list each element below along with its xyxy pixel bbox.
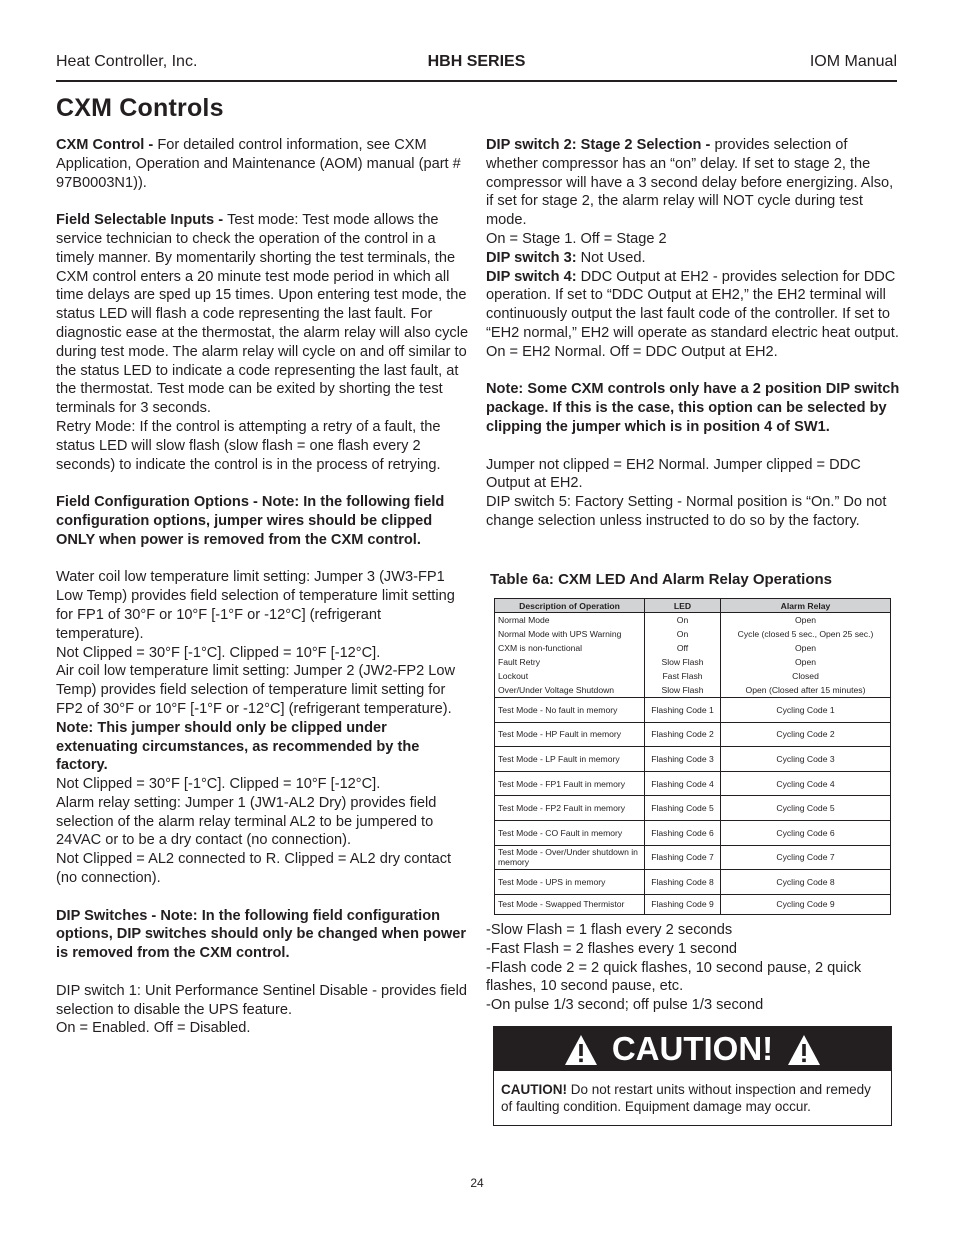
table-cell: Flashing Code 6 xyxy=(645,820,721,845)
dip2-text: provides selection of whether compressor has an “on” delay. If set to stage 2, the compressor will have a 3 second delay before energizing. Also, if set for stage 2, the alarm relay will NOT cycle during test mode. xyxy=(486,137,894,229)
dip2-label: DIP switch 2: Stage 2 Selection - xyxy=(486,137,715,153)
dip2-paragraph xyxy=(486,136,900,230)
table-row xyxy=(495,683,891,698)
table-cell: Off xyxy=(645,641,721,655)
right-column xyxy=(486,136,900,531)
dip4-label: DIP switch 4: xyxy=(486,268,581,285)
table-row xyxy=(495,820,891,845)
table-row xyxy=(495,845,891,870)
table-cell: Test Mode - Swapped Thermistor xyxy=(495,894,645,914)
table-cell: Flashing Code 1 xyxy=(645,698,721,723)
table-cell: CXM is non-functional xyxy=(495,641,645,655)
dip1-values: On = Enabled. Off = Disabled. xyxy=(56,1020,251,1037)
caution-text xyxy=(501,1081,883,1115)
table-cell: Flashing Code 2 xyxy=(645,722,721,747)
water-coil-paragraph: Water coil low temperature limit setting: Jumper 3 (JW3-FP1 Low Temp) provides field selection of temperature limit setting for FP1 of 30°F or 10°F [-1°F or -12°C] (refrigerant temperature). xyxy=(56,569,455,642)
dip4-values: On = EH2 Normal. Off = DDC Output at EH2. xyxy=(486,343,778,360)
caution-box xyxy=(493,1026,892,1126)
caution-title: CAUTION! xyxy=(611,1030,774,1067)
table-cell: Cycling Code 9 xyxy=(721,894,891,914)
page-number: 24 xyxy=(470,1176,484,1190)
table-row xyxy=(495,641,891,655)
column-header: LED xyxy=(645,599,721,613)
note-line: -On pulse 1/3 second; off pulse 1/3 second xyxy=(486,997,764,1014)
dip5-paragraph: DIP switch 5: Factory Setting - Normal position is “On.” Do not change selection unless instructed to do so by the factory. xyxy=(486,494,887,529)
field-inputs-text: Test mode: Test mode allows the service technician to check the operation of the control in a timely manner. By momentarily shorting the test terminals, the CXM control enters a 20 minute test mode period in which all time delays are sped up 15 times. Upon entering test mode, the status LED will flash a code representing the last fault. For diagnostic ease at the thermostat, the alarm relay will also cycle during test mode. The alarm relay will cycle on and off similar to the status LED to indicate a code representing the last fault, at the thermostat. Test mode can be exited by shorting the test terminals for 3 seconds. xyxy=(56,212,469,417)
table-cell: Over/Under Voltage Shutdown xyxy=(495,683,645,698)
cxm-control-label: CXM Control - xyxy=(56,137,158,153)
table-cell: Flashing Code 7 xyxy=(645,845,721,870)
series-name: HBH SERIES xyxy=(427,53,526,70)
warning-triangle-icon xyxy=(786,1033,822,1067)
table-cell: Normal Mode with UPS Warning xyxy=(495,627,645,641)
table-cell: Cycle (closed 5 sec., Open 25 sec.) xyxy=(721,627,891,641)
dip-switches-paragraph: DIP Switches - Note: In the following field configuration options, DIP switches should only be changed when power is removed from the CXM control. xyxy=(56,907,467,962)
note-line: -Flash code 2 = 2 quick flashes, 10 second pause, 2 quick flashes, 10 second pause, etc. xyxy=(486,959,862,995)
note-line: -Slow Flash = 1 flash every 2 seconds xyxy=(486,922,733,938)
table-row xyxy=(495,747,891,772)
field-inputs-paragraph xyxy=(56,211,470,418)
air-coil-note: Note: This jumper should only be clipped under extenuating circumstances, as recommended by the factory. xyxy=(56,719,420,774)
table-cell: Fault Retry xyxy=(495,655,645,669)
table-row xyxy=(495,613,891,628)
table-cell: On xyxy=(645,627,721,641)
dip4-paragraph xyxy=(486,268,900,343)
table-row xyxy=(495,870,891,895)
dip1-paragraph: DIP switch 1: Unit Performance Sentinel Disable - provides field selection to disable the UPS feature. xyxy=(56,982,467,1018)
field-config-paragraph: Field Configuration Options - Note: In the following field configuration options, jumper wires should be clipped ONLY when power is removed from the CXM control. xyxy=(56,494,445,548)
company-name: Heat Controller, Inc. xyxy=(56,53,198,70)
note-line: -Fast Flash = 2 flashes every 1 second xyxy=(486,940,738,957)
table-row xyxy=(495,894,891,914)
table-cell: Normal Mode xyxy=(495,613,645,628)
warning-triangle-icon xyxy=(563,1033,599,1067)
dip3-text: Not Used. xyxy=(580,249,646,266)
dip3-paragraph xyxy=(486,249,900,268)
table-cell: Test Mode - Over/Under shutdown in memory xyxy=(495,845,645,870)
table-cell: Cycling Code 5 xyxy=(721,796,891,821)
sw1-note: Note: Some CXM controls only have a 2 position DIP switch package. If this is the case, this option can be selected by clipping the jumper which is in position 4 of SW1. xyxy=(486,381,900,435)
table-cell: Cycling Code 4 xyxy=(721,771,891,796)
table-row xyxy=(495,722,891,747)
table-cell: Slow Flash xyxy=(645,655,721,669)
caution-message: Do not restart units without inspection and remedy of faulting condition. Equipment damage may occur. xyxy=(501,1082,871,1114)
table-row xyxy=(495,669,891,683)
table-row xyxy=(495,627,891,641)
alarm-relay-paragraph: Alarm relay setting: Jumper 1 (JW1-AL2 Dry) provides field selection of the alarm relay terminal AL2 to be jumpered to 24VAC or to be a dry contact (no connection). xyxy=(56,794,437,849)
dip4-text: DDC Output at EH2 - provides selection for DDC operation. If set to “DDC Output at EH2,” the EH2 terminal will continuously output the last fault code of the controller. If set to “EH2 normal,” EH2 will operate as standard electric heat output. xyxy=(486,268,899,341)
page-title: CXM Controls xyxy=(56,94,224,122)
alarm-relay-values: Not Clipped = AL2 connected to R. Clipped = AL2 dry contact (no connection). xyxy=(56,851,452,887)
caution-banner xyxy=(494,1027,891,1071)
table-cell: Cycling Code 3 xyxy=(721,747,891,772)
dip2-values: On = Stage 1. Off = Stage 2 xyxy=(486,230,667,247)
caution-label: CAUTION! xyxy=(501,1082,567,1097)
table-cell: Test Mode - LP Fault in memory xyxy=(495,747,645,772)
table-cell: Test Mode - CO Fault in memory xyxy=(495,820,645,845)
table-header-row xyxy=(495,599,891,613)
air-coil-paragraph xyxy=(56,662,470,775)
cxm-control-text: For detailed control information, see CXM Application, Operation and Maintenance (AOM) manual (part # 97B0003N1)). xyxy=(56,137,461,191)
table-cell: On xyxy=(645,613,721,628)
table-row xyxy=(495,771,891,796)
table-cell: Test Mode - UPS in memory xyxy=(495,870,645,895)
table-cell: Slow Flash xyxy=(645,683,721,698)
dip3-label: DIP switch 3: xyxy=(486,249,581,266)
table-cell: Flashing Code 4 xyxy=(645,771,721,796)
column-header: Description of Operation xyxy=(495,599,645,613)
water-coil-values: Not Clipped = 30°F [-1°C]. Clipped = 10°F [-12°C]. xyxy=(56,644,381,661)
field-inputs-label: Field Selectable Inputs - xyxy=(56,212,228,229)
table-title: Table 6a: CXM LED And Alarm Relay Operations xyxy=(490,571,833,588)
table-cell: Flashing Code 9 xyxy=(645,894,721,914)
manual-name: IOM Manual xyxy=(809,53,897,70)
table-cell: Cycling Code 6 xyxy=(721,820,891,845)
table-cell: Fast Flash xyxy=(645,669,721,683)
led-alarm-table xyxy=(494,598,891,915)
retry-mode-paragraph: Retry Mode: If the control is attempting a retry of a fault, the status LED will slow flash (slow flash = one flash every 2 seconds) to indicate the control is in the process of retrying. xyxy=(56,418,441,473)
table-cell: Flashing Code 5 xyxy=(645,796,721,821)
table-row xyxy=(495,796,891,821)
table-cell: Cycling Code 1 xyxy=(721,698,891,723)
left-column xyxy=(56,136,470,1038)
table-cell: Cycling Code 2 xyxy=(721,722,891,747)
table-cell: Lockout xyxy=(495,669,645,683)
column-header: Alarm Relay xyxy=(721,599,891,613)
page-header xyxy=(56,52,897,82)
table-cell: Cycling Code 7 xyxy=(721,845,891,870)
table-cell: Open xyxy=(721,613,891,628)
air-coil-values: Not Clipped = 30°F [-1°C]. Clipped = 10°F [-12°C]. xyxy=(56,776,381,793)
cxm-control-paragraph xyxy=(56,136,470,192)
table-row xyxy=(495,698,891,723)
table-cell: Test Mode - HP Fault in memory xyxy=(495,722,645,747)
flash-notes xyxy=(486,921,900,1015)
table-cell: Flashing Code 3 xyxy=(645,747,721,772)
table-cell: Flashing Code 8 xyxy=(645,870,721,895)
table-cell: Test Mode - FP2 Fault in memory xyxy=(495,796,645,821)
table-cell: Cycling Code 8 xyxy=(721,870,891,895)
table-cell: Test Mode - No fault in memory xyxy=(495,698,645,723)
air-coil-text: Air coil low temperature limit setting: Jumper 2 (JW2-FP2 Low Temp) provides field selection of temperature limit setting for FP2 of 30°F or 10°F [-1°F or -12°C] (refrigerant temperature). xyxy=(56,663,456,717)
table-cell: Closed xyxy=(721,669,891,683)
table-row xyxy=(495,655,891,669)
table-cell: Open xyxy=(721,641,891,655)
table-cell: Open xyxy=(721,655,891,669)
table-cell: Open (Closed after 15 minutes) xyxy=(721,683,891,698)
jumper-paragraph: Jumper not clipped = EH2 Normal. Jumper clipped = DDC Output at EH2. xyxy=(486,456,861,492)
table-cell: Test Mode - FP1 Fault in memory xyxy=(495,771,645,796)
